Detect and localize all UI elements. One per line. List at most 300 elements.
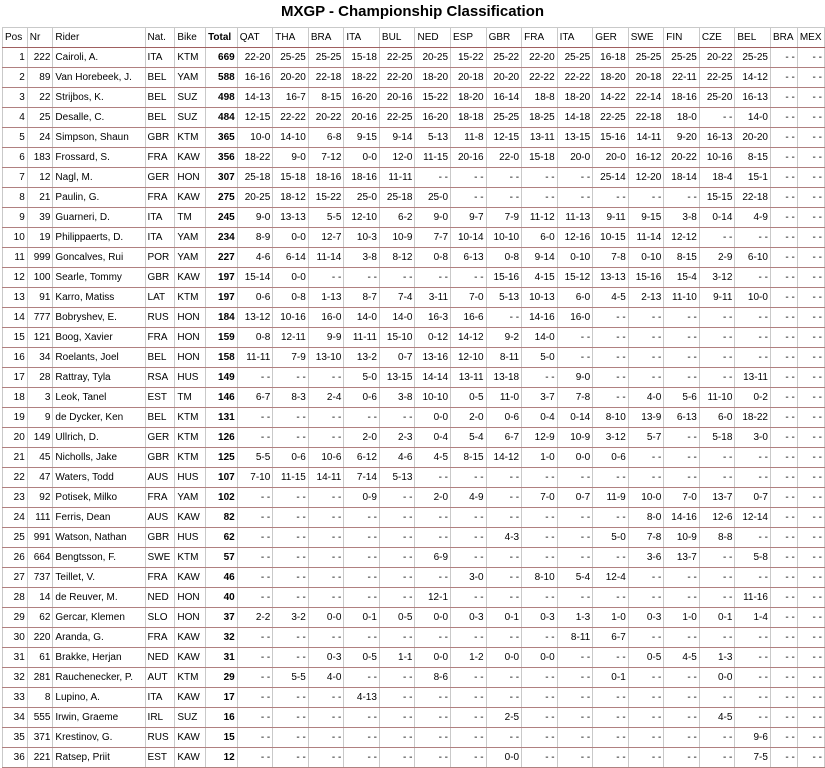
cell-round-score: 0-8 (273, 288, 309, 308)
cell-round-score: 22-18 (308, 68, 344, 88)
cell-round-score: 18-25 (522, 108, 558, 128)
cell-nat: ITA (145, 228, 175, 248)
cell-nat: GBR (145, 128, 175, 148)
cell-nr: 664 (27, 548, 53, 568)
cell-round-score: - - (593, 308, 629, 328)
cell-round-score: - - (735, 448, 771, 468)
cell-round-score: 15-22 (415, 88, 451, 108)
cell-round-score: - - (237, 688, 273, 708)
cell-pos: 12 (3, 268, 28, 288)
cell-pos: 33 (3, 688, 28, 708)
cell-round-score: 0-4 (522, 408, 558, 428)
cell-round-score: 0-12 (415, 328, 451, 348)
cell-round-score: - - (797, 288, 824, 308)
cell-round-score: 10-0 (237, 128, 273, 148)
cell-round-score: 2-0 (344, 428, 380, 448)
table-row (3, 588, 825, 608)
cell-pos: 4 (3, 108, 28, 128)
cell-round-score: 3-12 (593, 428, 629, 448)
cell-round-score: 20-25 (415, 48, 451, 68)
cell-round-score: - - (557, 348, 593, 368)
cell-total: 245 (206, 208, 238, 228)
cell-round-score: 0-4 (415, 428, 451, 448)
cell-round-score: - - (797, 68, 824, 88)
cell-pos: 34 (3, 708, 28, 728)
cell-round-score: 0-2 (735, 388, 771, 408)
cell-bike: KAW (175, 748, 206, 768)
cell-round-score: 18-22 (344, 68, 380, 88)
cell-round-score: - - (486, 688, 522, 708)
cell-nr: 8 (27, 688, 53, 708)
cell-round-score: - - (344, 528, 380, 548)
cell-round-score: 4-0 (308, 668, 344, 688)
header-round: BEL (735, 28, 771, 48)
cell-nr: 121 (27, 328, 53, 348)
cell-nat: AUS (145, 508, 175, 528)
cell-round-score: 6-12 (344, 448, 380, 468)
cell-round-score: - - (237, 408, 273, 428)
cell-nat: LAT (145, 288, 175, 308)
header-round: MEX (797, 28, 824, 48)
cell-round-score: 15-16 (486, 268, 522, 288)
cell-nat: NED (145, 648, 175, 668)
cell-round-score: 4-9 (735, 208, 771, 228)
cell-pos: 31 (3, 648, 28, 668)
header-rider: Rider (53, 28, 145, 48)
cell-nr: 149 (27, 428, 53, 448)
cell-round-score: - - (308, 728, 344, 748)
cell-round-score: - - (522, 188, 558, 208)
cell-round-score: - - (415, 728, 451, 748)
cell-round-score: - - (415, 268, 451, 288)
cell-round-score: 25-25 (486, 108, 522, 128)
table-row (3, 488, 825, 508)
cell-pos: 14 (3, 308, 28, 328)
cell-rider: de Dycker, Ken (53, 408, 145, 428)
table-row (3, 308, 825, 328)
cell-round-score: 15-16 (593, 128, 629, 148)
cell-round-score: 15-22 (451, 48, 487, 68)
cell-round-score: - - (522, 168, 558, 188)
cell-nat: SLO (145, 608, 175, 628)
cell-round-score: 16-14 (486, 88, 522, 108)
cell-round-score: 0-8 (486, 248, 522, 268)
table-row (3, 68, 825, 88)
table-row (3, 568, 825, 588)
cell-round-score: 5-5 (308, 208, 344, 228)
cell-round-score: - - (735, 308, 771, 328)
cell-round-score: - - (628, 368, 664, 388)
cell-nr: 22 (27, 88, 53, 108)
cell-rider: Goncalves, Rui (53, 248, 145, 268)
cell-round-score: 18-18 (451, 108, 487, 128)
cell-round-score: 13-11 (735, 368, 771, 388)
cell-total: 62 (206, 528, 238, 548)
cell-round-score: 6-10 (735, 248, 771, 268)
cell-total: 131 (206, 408, 238, 428)
cell-round-score: 22-25 (593, 108, 629, 128)
cell-round-score: - - (379, 508, 415, 528)
cell-round-score: - - (664, 568, 700, 588)
cell-round-score: - - (522, 528, 558, 548)
cell-round-score: 20-22 (664, 148, 700, 168)
cell-round-score: 15-12 (557, 268, 593, 288)
cell-round-score: 22-20 (522, 48, 558, 68)
cell-round-score: 25-25 (273, 48, 309, 68)
cell-round-score: 0-0 (308, 608, 344, 628)
cell-nat: BEL (145, 88, 175, 108)
cell-pos: 20 (3, 428, 28, 448)
cell-round-score: - - (770, 348, 797, 368)
cell-total: 32 (206, 628, 238, 648)
cell-nat: NED (145, 588, 175, 608)
cell-nr: 3 (27, 388, 53, 408)
cell-round-score: 8-12 (379, 248, 415, 268)
cell-round-score: - - (237, 748, 273, 768)
cell-round-score: 25-20 (699, 88, 735, 108)
cell-round-score: 20-0 (593, 148, 629, 168)
cell-round-score: 0-3 (451, 608, 487, 628)
cell-round-score: 25-0 (415, 188, 451, 208)
cell-round-score: - - (344, 548, 380, 568)
cell-nr: 28 (27, 368, 53, 388)
cell-nat: ITA (145, 48, 175, 68)
cell-round-score: 2-2 (237, 608, 273, 628)
cell-round-score: 16-18 (593, 48, 629, 68)
cell-round-score: 12-14 (735, 508, 771, 528)
cell-round-score: 2-4 (308, 388, 344, 408)
cell-rider: Strijbos, K. (53, 88, 145, 108)
cell-round-score: - - (415, 748, 451, 768)
cell-round-score: 7-8 (557, 388, 593, 408)
cell-pos: 26 (3, 548, 28, 568)
cell-round-score: 14-0 (522, 328, 558, 348)
cell-round-score: - - (770, 248, 797, 268)
cell-nr: 281 (27, 668, 53, 688)
cell-round-score: - - (797, 728, 824, 748)
cell-round-score: 7-5 (735, 748, 771, 768)
cell-round-score: 2-0 (415, 488, 451, 508)
cell-round-score: 1-3 (699, 648, 735, 668)
cell-bike: KTM (175, 428, 206, 448)
cell-round-score: 15-10 (379, 328, 415, 348)
cell-nr: 111 (27, 508, 53, 528)
cell-rider: Karro, Matiss (53, 288, 145, 308)
cell-round-score: 11-8 (451, 128, 487, 148)
cell-round-score: - - (735, 328, 771, 348)
cell-round-score: 6-14 (273, 248, 309, 268)
cell-round-score: - - (415, 168, 451, 188)
cell-round-score: - - (664, 728, 700, 748)
cell-round-score: 11-16 (735, 588, 771, 608)
cell-round-score: - - (628, 308, 664, 328)
cell-round-score: - - (557, 188, 593, 208)
cell-round-score: - - (557, 648, 593, 668)
cell-round-score: - - (628, 468, 664, 488)
cell-round-score: 5-18 (699, 428, 735, 448)
cell-round-score: - - (415, 688, 451, 708)
cell-round-score: 0-0 (557, 448, 593, 468)
cell-round-score: 18-22 (237, 148, 273, 168)
cell-bike: KTM (175, 128, 206, 148)
cell-round-score: - - (557, 468, 593, 488)
cell-round-score: 6-13 (451, 248, 487, 268)
cell-nr: 371 (27, 728, 53, 748)
cell-round-score: 10-16 (273, 308, 309, 328)
cell-total: 184 (206, 308, 238, 328)
cell-rider: Lupino, A. (53, 688, 145, 708)
cell-round-score: - - (273, 548, 309, 568)
cell-pos: 7 (3, 168, 28, 188)
cell-round-score: 11-11 (237, 348, 273, 368)
cell-bike: HON (175, 168, 206, 188)
cell-round-score: - - (308, 688, 344, 708)
cell-round-score: 13-9 (628, 408, 664, 428)
cell-round-score: - - (797, 328, 824, 348)
cell-round-score: 0-6 (237, 288, 273, 308)
cell-round-score: 8-11 (486, 348, 522, 368)
cell-round-score: - - (770, 228, 797, 248)
classification-table (2, 27, 825, 768)
cell-round-score: - - (451, 628, 487, 648)
cell-round-score: - - (770, 88, 797, 108)
cell-pos: 27 (3, 568, 28, 588)
cell-round-score: 22-14 (628, 88, 664, 108)
header-round: ITA (344, 28, 380, 48)
cell-total: 57 (206, 548, 238, 568)
cell-round-score: 7-12 (308, 148, 344, 168)
cell-total: 158 (206, 348, 238, 368)
cell-round-score: - - (797, 468, 824, 488)
cell-round-score: 4-9 (451, 488, 487, 508)
cell-round-score: 10-9 (664, 528, 700, 548)
table-body (3, 48, 825, 768)
cell-round-score: 16-3 (415, 308, 451, 328)
cell-round-score: 9-0 (273, 148, 309, 168)
cell-round-score: 14-10 (273, 128, 309, 148)
cell-round-score: 0-3 (522, 608, 558, 628)
cell-round-score: 1-0 (664, 608, 700, 628)
cell-round-score: - - (699, 348, 735, 368)
cell-rider: Watson, Nathan (53, 528, 145, 548)
cell-round-score: 22-25 (379, 48, 415, 68)
cell-round-score: 15-15 (699, 188, 735, 208)
cell-round-score: 18-12 (273, 188, 309, 208)
cell-nr: 25 (27, 108, 53, 128)
cell-round-score: 12-11 (273, 328, 309, 348)
cell-round-score: - - (593, 728, 629, 748)
cell-nat: FRA (145, 328, 175, 348)
cell-nr: 777 (27, 308, 53, 328)
cell-round-score: 15-4 (664, 268, 700, 288)
cell-round-score: 25-18 (237, 168, 273, 188)
cell-rider: Searle, Tommy (53, 268, 145, 288)
cell-nr: 100 (27, 268, 53, 288)
cell-round-score: - - (770, 728, 797, 748)
cell-round-score: 10-0 (735, 288, 771, 308)
cell-rider: Boog, Xavier (53, 328, 145, 348)
cell-nr: 47 (27, 468, 53, 488)
cell-round-score: - - (664, 368, 700, 388)
cell-round-score: 8-8 (699, 528, 735, 548)
cell-round-score: 14-11 (308, 468, 344, 488)
header-round: FRA (522, 28, 558, 48)
cell-nat: GBR (145, 268, 175, 288)
cell-round-score: - - (273, 748, 309, 768)
cell-total: 102 (206, 488, 238, 508)
cell-round-score: 8-15 (735, 148, 771, 168)
cell-round-score: - - (451, 468, 487, 488)
cell-round-score: - - (486, 568, 522, 588)
cell-nat: BEL (145, 68, 175, 88)
header-pos: Pos (3, 28, 28, 48)
cell-total: 17 (206, 688, 238, 708)
cell-bike: HON (175, 348, 206, 368)
cell-round-score: - - (451, 268, 487, 288)
cell-round-score: - - (273, 508, 309, 528)
cell-round-score: - - (735, 568, 771, 588)
cell-round-score: 0-3 (628, 608, 664, 628)
cell-round-score: - - (344, 628, 380, 648)
cell-total: 46 (206, 568, 238, 588)
cell-round-score: 3-0 (735, 428, 771, 448)
cell-round-score: - - (699, 108, 735, 128)
cell-round-score: 0-5 (344, 648, 380, 668)
cell-round-score: - - (308, 488, 344, 508)
cell-bike: YAM (175, 248, 206, 268)
table-row (3, 208, 825, 228)
cell-round-score: 0-8 (237, 328, 273, 348)
cell-round-score: 20-18 (451, 68, 487, 88)
cell-round-score: - - (237, 668, 273, 688)
cell-round-score: 20-20 (273, 68, 309, 88)
cell-round-score: 20-20 (735, 128, 771, 148)
cell-round-score: 14-16 (522, 308, 558, 328)
cell-round-score: - - (770, 108, 797, 128)
cell-round-score: - - (522, 548, 558, 568)
cell-round-score: - - (770, 428, 797, 448)
cell-round-score: 20-16 (379, 88, 415, 108)
cell-bike: KTM (175, 48, 206, 68)
cell-nr: 9 (27, 408, 53, 428)
cell-round-score: - - (770, 368, 797, 388)
table-row (3, 168, 825, 188)
cell-round-score: 16-7 (273, 88, 309, 108)
cell-bike: KTM (175, 668, 206, 688)
cell-rider: Cairoli, A. (53, 48, 145, 68)
table-row (3, 388, 825, 408)
cell-round-score: - - (797, 168, 824, 188)
cell-nr: 999 (27, 248, 53, 268)
cell-round-score: 16-13 (699, 128, 735, 148)
cell-rider: Irwin, Graeme (53, 708, 145, 728)
cell-round-score: - - (593, 368, 629, 388)
cell-round-score: 7-0 (664, 488, 700, 508)
cell-round-score: - - (379, 588, 415, 608)
cell-round-score: - - (628, 688, 664, 708)
table-row (3, 648, 825, 668)
cell-round-score: 16-20 (344, 88, 380, 108)
cell-round-score: - - (797, 308, 824, 328)
cell-round-score: - - (797, 348, 824, 368)
cell-round-score: 2-13 (628, 288, 664, 308)
cell-nat: BEL (145, 348, 175, 368)
table-row (3, 608, 825, 628)
cell-round-score: 25-14 (593, 168, 629, 188)
cell-round-score: - - (593, 688, 629, 708)
cell-bike: KAW (175, 728, 206, 748)
cell-round-score: - - (451, 508, 487, 528)
cell-round-score: 8-10 (593, 408, 629, 428)
cell-round-score: 10-0 (628, 488, 664, 508)
cell-round-score: 22-22 (557, 68, 593, 88)
cell-round-score: 3-8 (344, 248, 380, 268)
cell-pos: 18 (3, 388, 28, 408)
cell-pos: 6 (3, 148, 28, 168)
cell-round-score: - - (273, 528, 309, 548)
cell-round-score: - - (770, 268, 797, 288)
cell-round-score: - - (735, 468, 771, 488)
table-row (3, 128, 825, 148)
cell-pos: 13 (3, 288, 28, 308)
cell-round-score: - - (486, 728, 522, 748)
cell-round-score: 5-5 (273, 668, 309, 688)
cell-round-score: 3-7 (522, 388, 558, 408)
header-bike: Bike (175, 28, 206, 48)
cell-round-score: - - (735, 688, 771, 708)
cell-round-score: - - (664, 668, 700, 688)
cell-round-score: - - (344, 668, 380, 688)
cell-round-score: 3-11 (415, 288, 451, 308)
cell-round-score: 5-5 (237, 448, 273, 468)
cell-round-score: 18-0 (664, 108, 700, 128)
table-row (3, 328, 825, 348)
cell-round-score: 0-10 (557, 248, 593, 268)
cell-round-score: 20-18 (628, 68, 664, 88)
cell-round-score: 4-5 (664, 648, 700, 668)
cell-bike: KAW (175, 148, 206, 168)
cell-round-score: - - (770, 648, 797, 668)
cell-round-score: - - (797, 508, 824, 528)
cell-round-score: - - (770, 528, 797, 548)
cell-round-score: - - (593, 708, 629, 728)
cell-nat: FRA (145, 148, 175, 168)
cell-round-score: - - (628, 448, 664, 468)
cell-round-score: 18-14 (664, 168, 700, 188)
cell-round-score: - - (451, 748, 487, 768)
cell-round-score: - - (797, 368, 824, 388)
cell-round-score: 12-15 (237, 108, 273, 128)
cell-bike: SUZ (175, 108, 206, 128)
cell-round-score: 15-18 (344, 48, 380, 68)
cell-round-score: 14-22 (593, 88, 629, 108)
cell-round-score: - - (664, 348, 700, 368)
cell-round-score: 18-20 (415, 68, 451, 88)
cell-round-score: - - (593, 588, 629, 608)
cell-rider: Ferris, Dean (53, 508, 145, 528)
cell-round-score: - - (415, 528, 451, 548)
cell-round-score: - - (593, 648, 629, 668)
cell-round-score: 1-0 (522, 448, 558, 468)
header-total: Total (206, 28, 238, 48)
cell-bike: HON (175, 588, 206, 608)
cell-nat: RSA (145, 368, 175, 388)
cell-rider: Gercar, Klemen (53, 608, 145, 628)
cell-bike: YAM (175, 68, 206, 88)
cell-round-score: - - (273, 628, 309, 648)
cell-rider: Ullrich, D. (53, 428, 145, 448)
cell-round-score: 25-25 (628, 48, 664, 68)
